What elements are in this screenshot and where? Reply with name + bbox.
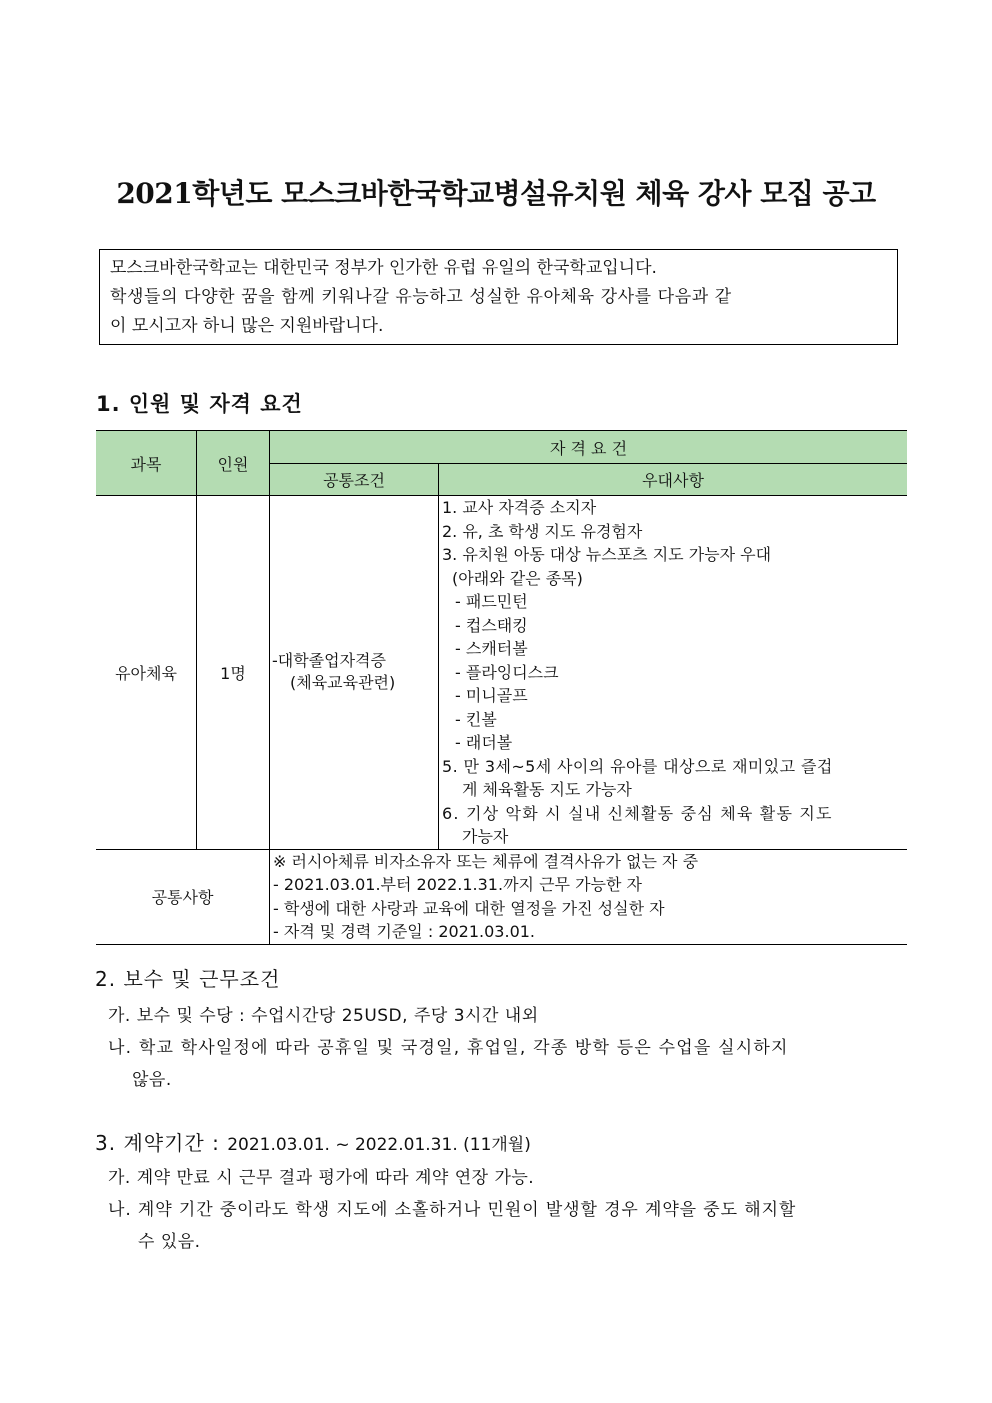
preference-item: 5. 만 3세~5세 사이의 유아를 대상으로 재미있고 즐겁: [442, 756, 833, 776]
intro-box: [99, 249, 898, 345]
page-title: 2021학년도 모스크바한국학교병설유치원 체육 강사 모집 공고: [116, 177, 876, 210]
section-3-item-continued: 수 있음.: [138, 1232, 201, 1252]
header-count: 인원: [197, 431, 270, 496]
section-1-heading: 1. 인원 및 자격 요건: [96, 392, 303, 416]
common-item: - 학생에 대한 사랑과 교육에 대한 열정을 가진 성실한 자: [273, 898, 665, 918]
cell-common-condition: [270, 496, 439, 850]
section-2-item-text: 나. 학교 학사일정에 따라 공휴일 및 국경일, 휴업일, 각종 방학 등은 수업을 실시하지: [108, 1038, 789, 1058]
section-3-heading: [95, 1127, 531, 1156]
common-item: ※ 러시아체류 비자소유자 또는 체류에 결격사유가 없는 자 중: [273, 851, 699, 871]
cell-subject: 유아체육: [96, 496, 197, 850]
intro-line: 이 모시고자 하니 많은 지원바랍니다.: [110, 316, 384, 336]
preference-item: 1. 교사 자격증 소지자: [442, 498, 597, 517]
section-2-item: [108, 1033, 898, 1058]
preference-item: - 킨볼: [455, 709, 497, 729]
contract-period: 2021.03.01. ~ 2022.01.31. (11개월): [227, 1135, 531, 1155]
cell-common-label: 공통사항: [96, 849, 270, 944]
preference-item: 6. 기상 악화 시 실내 신체활동 중심 체육 활동 지도: [442, 803, 833, 823]
preference-item: 2. 유, 초 학생 지도 유경험자: [442, 521, 643, 541]
preference-item: (아래와 같은 종목): [452, 568, 583, 588]
intro-line: 모스크바한국학교는 대한민국 정부가 인가한 유럽 유일의 한국학교입니다.: [110, 258, 657, 278]
preference-item: 가능자: [462, 827, 509, 846]
section-2-item-continued: 않음.: [132, 1070, 172, 1090]
header-subject: 과목: [96, 431, 197, 496]
section-2-heading: 2. 보수 및 근무조건: [95, 967, 281, 991]
header-preference: 우대사항: [439, 464, 908, 496]
preference-item: - 스캐터볼: [455, 639, 528, 658]
header-common-condition: 공통조건: [270, 464, 439, 496]
common-item: - 자격 및 경력 기준일 : 2021.03.01.: [273, 922, 536, 941]
section-3-heading-text: 3. 계약기간 :: [95, 1131, 220, 1155]
preference-item: - 플라잉디스크: [455, 662, 559, 682]
preference-item: 게 체육활동 지도 가능자: [462, 780, 632, 799]
common-condition-line: (체육교육관련): [290, 673, 396, 693]
cell-count: 1명: [197, 496, 270, 850]
cell-preferences: [439, 496, 908, 850]
section-3-item: 나. 계약 기간 중이라도 학생 지도에 소홀하거나 민원이 발생할 경우 계약을 중도 해지할: [108, 1200, 797, 1220]
header-qualification: 자 격 요 건: [270, 431, 908, 464]
preference-item: - 컵스태킹: [455, 615, 528, 635]
section-2-item: 가. 보수 및 수당 : 수업시간당 25USD, 주당 3시간 내외: [108, 1006, 539, 1026]
preference-item: - 패드민턴: [455, 592, 528, 611]
section-3-item: 가. 계약 만료 시 근무 결과 평가에 따라 계약 연장 가능.: [108, 1168, 535, 1188]
preference-item: 3. 유치원 아동 대상 뉴스포츠 지도 가능자 우대: [442, 545, 772, 564]
intro-line-text: 학생들의 다양한 꿈을 함께 키워나갈 유능하고 성실한 유아체육 강사를 다음과 같: [110, 287, 732, 307]
preference-item: - 미니골프: [455, 686, 528, 705]
intro-line: [110, 283, 887, 312]
common-condition-line: -대학졸업자격증: [272, 651, 386, 671]
preference-item: - 래더볼: [455, 733, 513, 752]
cell-common-items: [270, 849, 908, 944]
common-item: - 2021.03.01.부터 2022.1.31.까지 근무 가능한 자: [273, 875, 642, 894]
requirements-table: [96, 430, 907, 945]
